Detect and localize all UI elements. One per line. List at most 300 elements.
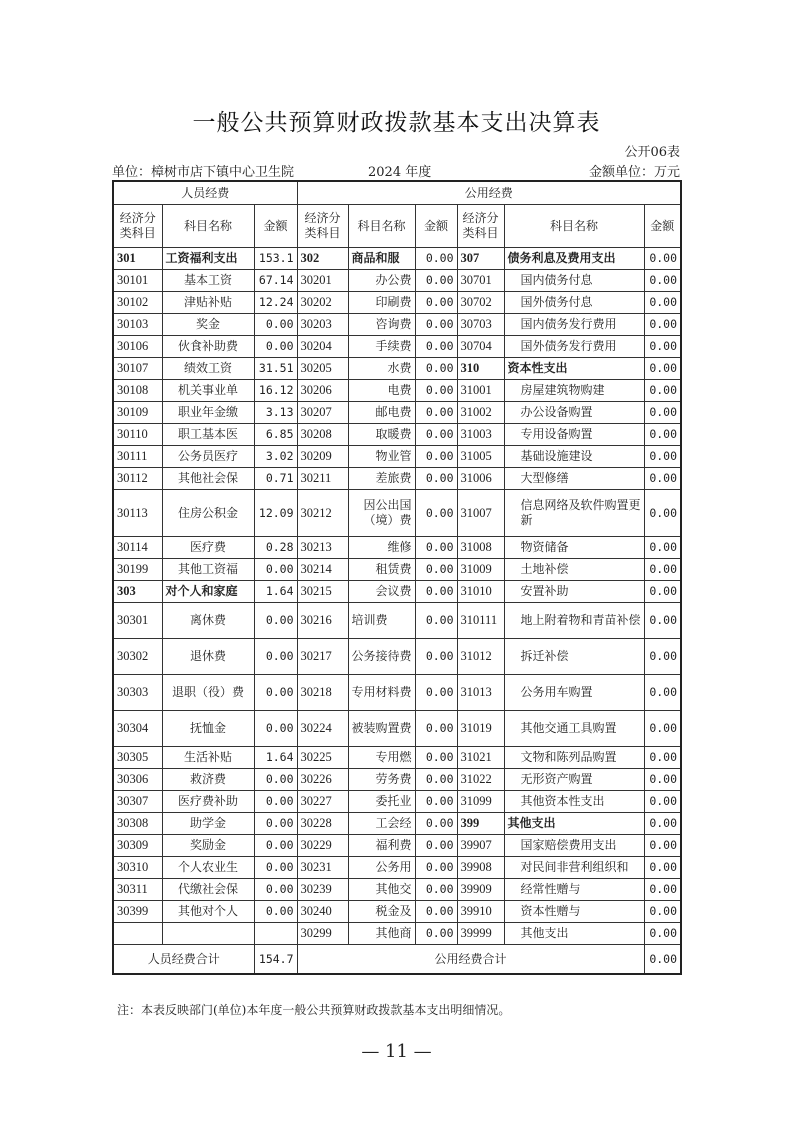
public-code-cell: 30299 [297,923,348,945]
public-name-cell: 办公费 [348,270,415,292]
table-row [113,675,681,711]
personnel-amount-cell: 0.00 [254,336,297,358]
public-name-cell: 物业管 [348,446,415,468]
other-name-cell: 公务用车购置 [504,675,644,711]
personnel-code-cell: 30301 [113,603,162,639]
public-amount-cell: 0.00 [415,711,457,747]
public-code-cell: 30212 [297,490,348,537]
personnel-code-cell: 30305 [113,747,162,769]
other-name-cell: 物资储备 [504,537,644,559]
personnel-code-cell: 30303 [113,675,162,711]
public-code-cell: 30225 [297,747,348,769]
public-name-cell: 咨询费 [348,314,415,336]
personnel-amount-cell: 0.00 [254,879,297,901]
personnel-code-cell: 301 [113,248,162,270]
other-amount-cell: 0.00 [644,358,681,380]
personnel-name-cell: 个人农业生 [162,857,254,879]
col-header-amount: 金额 [644,205,681,248]
public-name-cell: 专用燃 [348,747,415,769]
other-code-cell: 31006 [457,468,504,490]
public-code-cell: 30218 [297,675,348,711]
table-row [113,711,681,747]
table-row [113,791,681,813]
public-code-cell: 30228 [297,813,348,835]
personnel-amount-cell [254,923,297,945]
other-amount-cell: 0.00 [644,537,681,559]
meta-line [112,161,680,179]
public-amount-cell: 0.00 [415,791,457,813]
other-code-cell: 307 [457,248,504,270]
other-name-cell: 国内债务付息 [504,270,644,292]
public-total-label: 公用经费合计 [297,945,644,975]
other-code-cell: 39907 [457,835,504,857]
public-code-cell: 302 [297,248,348,270]
other-amount-cell: 0.00 [644,292,681,314]
public-amount-cell: 0.00 [415,490,457,537]
other-amount-cell: 0.00 [644,559,681,581]
personnel-name-cell: 离休费 [162,603,254,639]
public-code-cell: 30207 [297,402,348,424]
other-code-cell: 31010 [457,581,504,603]
public-code-cell: 30202 [297,292,348,314]
public-name-cell: 其他交 [348,879,415,901]
other-code-cell: 31012 [457,639,504,675]
other-name-cell: 文物和陈列品购置 [504,747,644,769]
public-code-cell: 30203 [297,314,348,336]
personnel-code-cell: 30111 [113,446,162,468]
table-row [113,835,681,857]
page-number: — 11 — [361,1041,432,1062]
other-amount-cell: 0.00 [644,901,681,923]
public-amount-cell: 0.00 [415,446,457,468]
public-name-cell: 工会经 [348,813,415,835]
public-amount-cell: 0.00 [415,424,457,446]
personnel-amount-cell: 153.1 [254,248,297,270]
other-amount-cell: 0.00 [644,270,681,292]
public-amount-cell: 0.00 [415,901,457,923]
personnel-name-cell: 工资福利支出 [162,248,254,270]
col-header-amount: 金额 [254,205,297,248]
personnel-code-cell: 30107 [113,358,162,380]
table-row [113,603,681,639]
personnel-name-cell: 津贴补贴 [162,292,254,314]
table-row [113,769,681,791]
personnel-name-cell: 绩效工资 [162,358,254,380]
other-code-cell: 31001 [457,380,504,402]
other-amount-cell: 0.00 [644,380,681,402]
public-name-cell: 租赁费 [348,559,415,581]
personnel-amount-cell: 1.64 [254,581,297,603]
public-code-cell: 30226 [297,769,348,791]
table-row [113,559,681,581]
public-name-cell: 取暖费 [348,424,415,446]
other-name-cell: 对民间非营利组织和 [504,857,644,879]
personnel-name-cell: 退休费 [162,639,254,675]
personnel-code-cell: 30103 [113,314,162,336]
other-code-cell: 30702 [457,292,504,314]
public-amount-cell: 0.00 [415,270,457,292]
table-row [113,857,681,879]
section-header-row [113,181,681,205]
personnel-amount-cell: 1.64 [254,747,297,769]
other-amount-cell: 0.00 [644,857,681,879]
other-name-cell: 资本性赠与 [504,901,644,923]
personnel-amount-cell: 3.02 [254,446,297,468]
other-name-cell: 土地补偿 [504,559,644,581]
other-name-cell: 经常性赠与 [504,879,644,901]
public-amount-cell: 0.00 [415,314,457,336]
col-header-code: 经济分类科目 [113,205,162,248]
public-amount-cell: 0.00 [415,639,457,675]
public-amount-cell: 0.00 [415,402,457,424]
public-name-cell: 会议费 [348,581,415,603]
other-code-cell: 31021 [457,747,504,769]
public-name-cell: 电费 [348,380,415,402]
personnel-amount-cell: 12.24 [254,292,297,314]
personnel-name-cell: 救济费 [162,769,254,791]
form-number: 公开06表 [624,145,680,160]
public-code-cell: 30239 [297,879,348,901]
col-header-name: 科目名称 [162,205,254,248]
other-amount-cell: 0.00 [644,639,681,675]
other-amount-cell: 0.00 [644,490,681,537]
public-amount-cell: 0.00 [415,879,457,901]
other-name-cell: 地上附着物和青苗补偿 [504,603,644,639]
personnel-code-cell: 30308 [113,813,162,835]
other-code-cell: 310111 [457,603,504,639]
section-public: 公用经费 [297,181,681,205]
public-amount-cell: 0.00 [415,292,457,314]
public-name-cell: 维修 [348,537,415,559]
col-header-code: 经济分类科目 [457,205,504,248]
other-amount-cell: 0.00 [644,923,681,945]
other-name-cell: 国家赔偿费用支出 [504,835,644,857]
other-code-cell: 31019 [457,711,504,747]
other-name-cell: 债务利息及费用支出 [504,248,644,270]
public-code-cell: 30216 [297,603,348,639]
other-code-cell: 310 [457,358,504,380]
personnel-amount-cell: 0.00 [254,857,297,879]
expenditure-table [112,180,682,975]
page-title: 一般公共预算财政拨款基本支出决算表 [192,110,601,136]
personnel-amount-cell: 3.13 [254,402,297,424]
other-amount-cell: 0.00 [644,248,681,270]
personnel-name-cell: 其他对个人 [162,901,254,923]
other-code-cell: 39909 [457,879,504,901]
personnel-code-cell: 30199 [113,559,162,581]
other-name-cell: 其他支出 [504,813,644,835]
personnel-amount-cell: 0.00 [254,769,297,791]
personnel-code-cell: 30399 [113,901,162,923]
public-code-cell: 30231 [297,857,348,879]
personnel-code-cell: 30113 [113,490,162,537]
other-code-cell: 39999 [457,923,504,945]
table-row [113,446,681,468]
other-amount-cell: 0.00 [644,675,681,711]
public-code-cell: 30211 [297,468,348,490]
personnel-name-cell: 对个人和家庭 [162,581,254,603]
personnel-amount-cell: 0.00 [254,791,297,813]
personnel-name-cell [162,923,254,945]
other-amount-cell: 0.00 [644,791,681,813]
other-name-cell: 拆迁补偿 [504,639,644,675]
personnel-code-cell: 30302 [113,639,162,675]
table-row [113,424,681,446]
other-code-cell: 31013 [457,675,504,711]
other-amount-cell: 0.00 [644,424,681,446]
public-name-cell: 其他商 [348,923,415,945]
personnel-code-cell: 30101 [113,270,162,292]
personnel-name-cell: 其他工资福 [162,559,254,581]
public-amount-cell: 0.00 [415,603,457,639]
personnel-code-cell: 30109 [113,402,162,424]
personnel-total-value: 154.7 [254,945,297,975]
public-name-cell: 委托业 [348,791,415,813]
column-header-row [113,205,681,248]
other-code-cell: 31002 [457,402,504,424]
table-row [113,813,681,835]
personnel-amount-cell: 0.28 [254,537,297,559]
public-amount-cell: 0.00 [415,835,457,857]
personnel-amount-cell: 0.00 [254,711,297,747]
personnel-amount-cell: 67.14 [254,270,297,292]
other-code-cell: 399 [457,813,504,835]
personnel-name-cell: 代缴社会保 [162,879,254,901]
other-name-cell: 其他交通工具购置 [504,711,644,747]
personnel-name-cell: 生活补贴 [162,747,254,769]
footnote: 注：本表反映部门(单位)本年度一般公共预算财政拨款基本支出明细情况。 [117,1003,511,1017]
other-code-cell: 31003 [457,424,504,446]
col-header-name: 科目名称 [504,205,644,248]
table-row [113,490,681,537]
table-row [113,537,681,559]
public-amount-cell: 0.00 [415,857,457,879]
public-code-cell: 30214 [297,559,348,581]
personnel-amount-cell: 6.85 [254,424,297,446]
public-code-cell: 30227 [297,791,348,813]
public-total-value: 0.00 [644,945,681,975]
public-code-cell: 30208 [297,424,348,446]
unit-label: 单位：樟树市店下镇中心卫生院 [112,165,295,180]
personnel-name-cell: 奖金 [162,314,254,336]
public-code-cell: 30213 [297,537,348,559]
personnel-amount-cell: 31.51 [254,358,297,380]
personnel-code-cell: 30307 [113,791,162,813]
public-code-cell: 30229 [297,835,348,857]
other-name-cell: 信息网络及软件购置更新 [504,490,644,537]
public-amount-cell: 0.00 [415,581,457,603]
other-name-cell: 国外债务付息 [504,292,644,314]
public-name-cell: 税金及 [348,901,415,923]
other-code-cell: 31009 [457,559,504,581]
personnel-amount-cell: 0.00 [254,675,297,711]
personnel-amount-cell: 0.00 [254,314,297,336]
other-amount-cell: 0.00 [644,711,681,747]
personnel-name-cell: 住房公积金 [162,490,254,537]
other-name-cell: 国内债务发行费用 [504,314,644,336]
other-amount-cell: 0.00 [644,468,681,490]
other-code-cell: 31099 [457,791,504,813]
other-code-cell: 30703 [457,314,504,336]
table-row [113,879,681,901]
other-amount-cell: 0.00 [644,581,681,603]
other-code-cell: 39908 [457,857,504,879]
personnel-code-cell: 30304 [113,711,162,747]
table-row [113,248,681,270]
table-row [113,901,681,923]
table-row [113,923,681,945]
public-name-cell: 福利费 [348,835,415,857]
personnel-name-cell: 伙食补助费 [162,336,254,358]
public-code-cell: 30201 [297,270,348,292]
other-amount-cell: 0.00 [644,314,681,336]
other-code-cell: 30701 [457,270,504,292]
other-amount-cell: 0.00 [644,336,681,358]
other-name-cell: 房屋建筑物购建 [504,380,644,402]
other-name-cell: 其他支出 [504,923,644,945]
public-name-cell: 手续费 [348,336,415,358]
public-amount-cell: 0.00 [415,769,457,791]
public-name-cell: 公务用 [348,857,415,879]
personnel-name-cell: 公务员医疗 [162,446,254,468]
personnel-name-cell: 医疗费 [162,537,254,559]
other-code-cell: 39910 [457,901,504,923]
personnel-name-cell: 机关事业单 [162,380,254,402]
other-code-cell: 31022 [457,769,504,791]
year-label: 2024 年度 [368,165,432,180]
personnel-amount-cell: 16.12 [254,380,297,402]
personnel-name-cell: 助学金 [162,813,254,835]
col-header-code: 经济分类科目 [297,205,348,248]
public-amount-cell: 0.00 [415,358,457,380]
personnel-name-cell: 职业年金缴 [162,402,254,424]
public-name-cell: 培训费 [348,603,415,639]
section-personnel: 人员经费 [113,181,297,205]
other-code-cell: 31008 [457,537,504,559]
other-code-cell: 31007 [457,490,504,537]
personnel-name-cell: 退职（役）费 [162,675,254,711]
other-name-cell: 国外债务发行费用 [504,336,644,358]
personnel-amount-cell: 0.00 [254,813,297,835]
public-amount-cell: 0.00 [415,336,457,358]
personnel-amount-cell: 0.00 [254,901,297,923]
personnel-amount-cell: 0.71 [254,468,297,490]
other-amount-cell: 0.00 [644,603,681,639]
personnel-amount-cell: 0.00 [254,559,297,581]
public-code-cell: 30217 [297,639,348,675]
other-code-cell: 30704 [457,336,504,358]
public-amount-cell: 0.00 [415,468,457,490]
table-row [113,468,681,490]
table-row [113,314,681,336]
public-amount-cell: 0.00 [415,537,457,559]
public-name-cell: 印刷费 [348,292,415,314]
public-code-cell: 30205 [297,358,348,380]
other-name-cell: 资本性支出 [504,358,644,380]
personnel-name-cell: 医疗费补助 [162,791,254,813]
personnel-name-cell: 基本工资 [162,270,254,292]
personnel-code-cell: 30309 [113,835,162,857]
public-name-cell: 被装购置费 [348,711,415,747]
personnel-amount-cell: 12.09 [254,490,297,537]
col-header-name: 科目名称 [348,205,415,248]
personnel-amount-cell: 0.00 [254,835,297,857]
other-name-cell: 安置补助 [504,581,644,603]
table-row [113,581,681,603]
table-row [113,358,681,380]
personnel-amount-cell: 0.00 [254,603,297,639]
other-amount-cell: 0.00 [644,747,681,769]
other-amount-cell: 0.00 [644,446,681,468]
public-name-cell: 专用材料费 [348,675,415,711]
table-row [113,336,681,358]
personnel-code-cell: 30310 [113,857,162,879]
public-name-cell: 水费 [348,358,415,380]
other-name-cell: 无形资产购置 [504,769,644,791]
table-row [113,270,681,292]
personnel-code-cell: 30114 [113,537,162,559]
public-amount-cell: 0.00 [415,248,457,270]
public-name-cell: 劳务费 [348,769,415,791]
public-name-cell: 商品和服 [348,248,415,270]
other-name-cell: 其他资本性支出 [504,791,644,813]
personnel-code-cell: 30112 [113,468,162,490]
table-row [113,402,681,424]
personnel-code-cell: 30106 [113,336,162,358]
public-name-cell: 因公出国（境）费 [348,490,415,537]
personnel-code-cell: 30102 [113,292,162,314]
other-name-cell: 大型修缮 [504,468,644,490]
totals-row [113,945,681,975]
other-amount-cell: 0.00 [644,835,681,857]
personnel-name-cell: 奖励金 [162,835,254,857]
public-name-cell: 差旅费 [348,468,415,490]
other-amount-cell: 0.00 [644,879,681,901]
public-code-cell: 30209 [297,446,348,468]
personnel-code-cell [113,923,162,945]
public-amount-cell: 0.00 [415,559,457,581]
other-amount-cell: 0.00 [644,813,681,835]
public-name-cell: 邮电费 [348,402,415,424]
personnel-code-cell: 303 [113,581,162,603]
money-unit-label: 金额单位：万元 [588,165,680,180]
personnel-total-label: 人员经费合计 [113,945,254,975]
col-header-amount: 金额 [415,205,457,248]
table-row [113,639,681,675]
personnel-code-cell: 30311 [113,879,162,901]
public-amount-cell: 0.00 [415,923,457,945]
public-name-cell: 公务接待费 [348,639,415,675]
table-row [113,292,681,314]
personnel-name-cell: 职工基本医 [162,424,254,446]
personnel-code-cell: 30108 [113,380,162,402]
public-amount-cell: 0.00 [415,813,457,835]
public-amount-cell: 0.00 [415,747,457,769]
other-name-cell: 办公设备购置 [504,402,644,424]
personnel-amount-cell: 0.00 [254,639,297,675]
personnel-code-cell: 30110 [113,424,162,446]
public-code-cell: 30215 [297,581,348,603]
personnel-name-cell: 其他社会保 [162,468,254,490]
table-row [113,380,681,402]
other-name-cell: 专用设备购置 [504,424,644,446]
personnel-code-cell: 30306 [113,769,162,791]
other-amount-cell: 0.00 [644,769,681,791]
public-amount-cell: 0.00 [415,675,457,711]
public-code-cell: 30240 [297,901,348,923]
public-code-cell: 30204 [297,336,348,358]
public-amount-cell: 0.00 [415,380,457,402]
